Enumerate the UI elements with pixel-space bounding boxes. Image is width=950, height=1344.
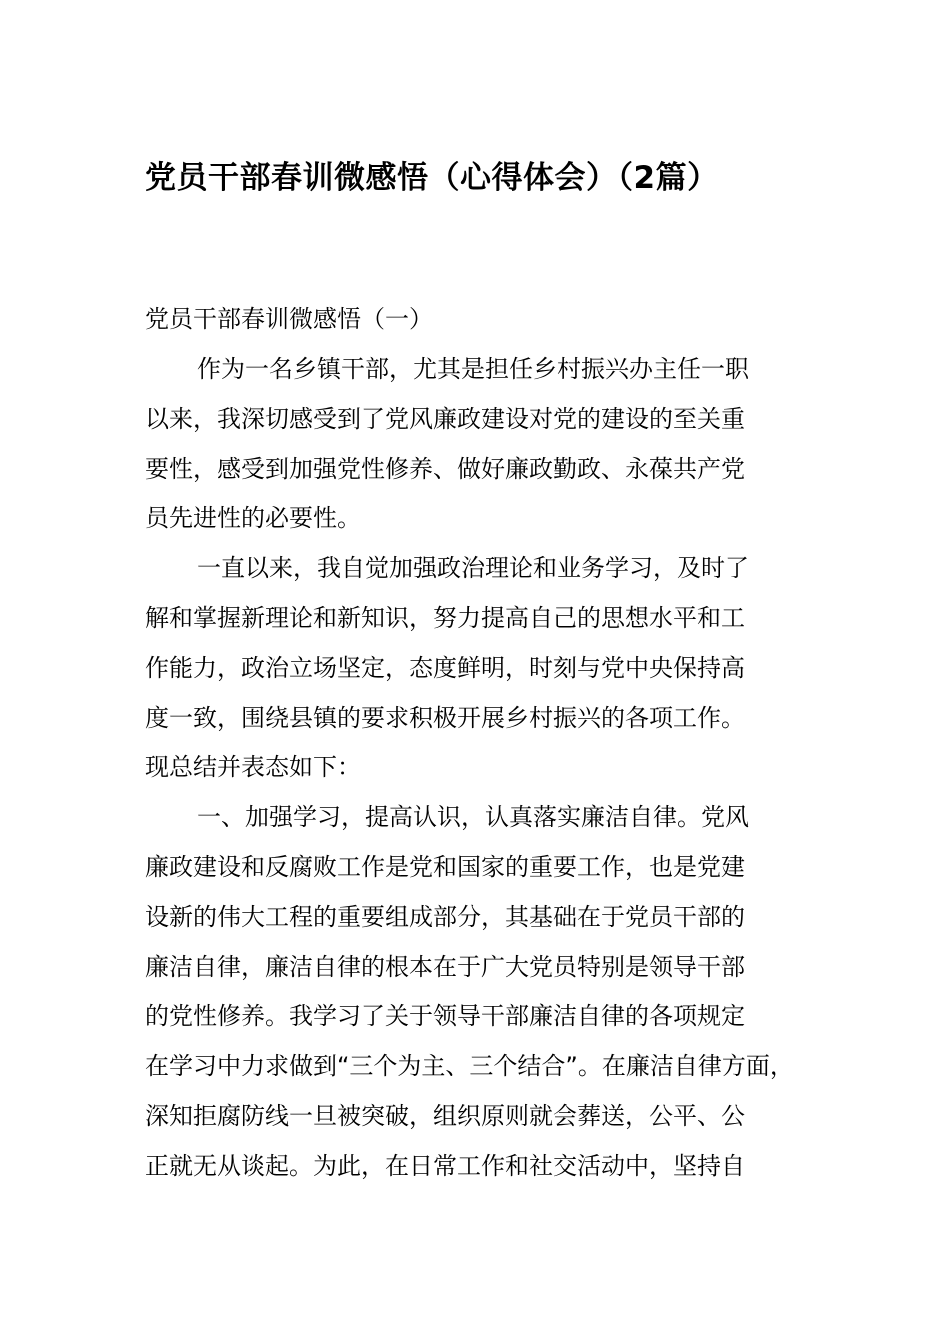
- paragraph-line: 深知拒腐防线一旦被突破，组织原则就会葬送，公平、公: [145, 1101, 745, 1130]
- paragraph-line: 正就无从谈起。为此，在日常工作和社交活动中，坚持自: [145, 1151, 745, 1180]
- document-title: 党员干部春训微感悟（心得体会）（2篇）: [145, 160, 719, 196]
- section-heading: 党员干部春训微感悟（一）: [145, 305, 433, 333]
- paragraph-line: 廉政建设和反腐败工作是党和国家的重要工作，也是党建: [145, 852, 745, 881]
- paragraph-line: 现总结并表态如下：: [145, 753, 361, 782]
- paragraph-line: 作为一名乡镇干部，尤其是担任乡村振兴办主任一职: [197, 355, 749, 383]
- paragraph-line: 廉洁自律，廉洁自律的根本在于广大党员特别是领导干部: [145, 952, 745, 981]
- document-body: [145, 349, 835, 1196]
- paragraph-line: 以来，我深切感受到了党风廉政建设对党的建设的至关重: [145, 404, 745, 433]
- paragraph-line: 员先进性的必要性。: [145, 504, 361, 533]
- paragraph-line: 的党性修养。我学习了关于领导干部廉洁自律的各项规定: [145, 1002, 745, 1031]
- paragraph-line: 一、加强学习，提高认识，认真落实廉洁自律。党风: [197, 803, 749, 832]
- paragraph-line: 度一致，围绕县镇的要求积极开展乡村振兴的各项工作。: [145, 703, 745, 732]
- paragraph-line: 作能力，政治立场坚定，态度鲜明，时刻与党中央保持高: [145, 653, 745, 682]
- paragraph-line: 设新的伟大工程的重要组成部分，其基础在于党员干部的: [145, 902, 745, 931]
- paragraph-line: 要性，感受到加强党性修养、做好廉政勤政、永葆共产党: [145, 454, 745, 483]
- paragraph-line: 一直以来，我自觉加强政治理论和业务学习，及时了: [197, 554, 749, 583]
- paragraph-line: 在学习中力求做到“三个为主、三个结合”。在廉洁自律方面，: [145, 1052, 794, 1081]
- paragraph-line: 解和掌握新理论和新知识，努力提高自己的思想水平和工: [145, 603, 745, 632]
